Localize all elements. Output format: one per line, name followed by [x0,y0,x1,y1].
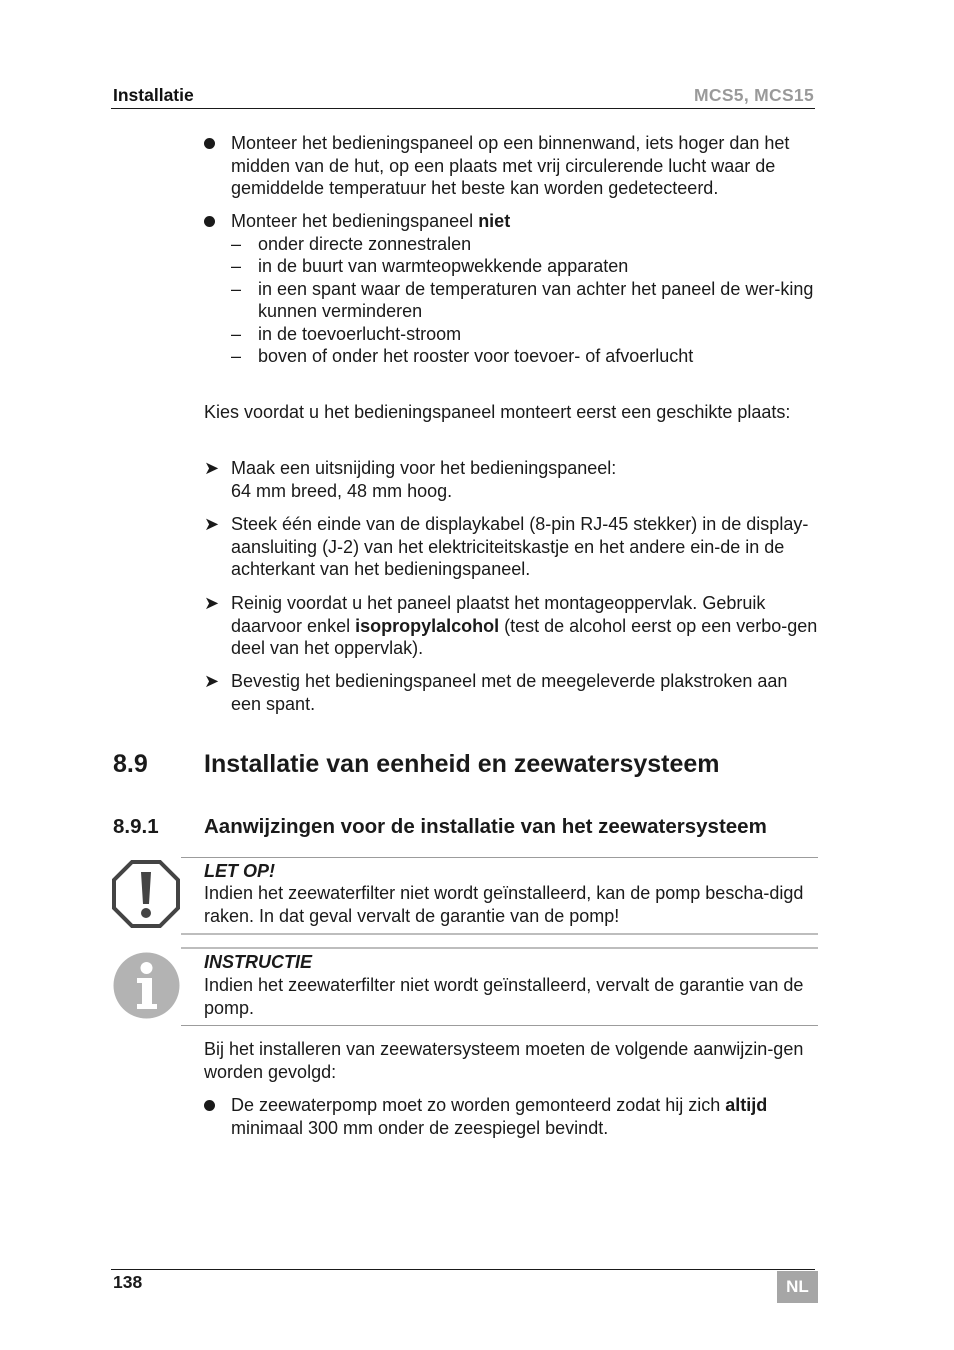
note-divider [181,1025,818,1026]
header-section-title: Installatie [113,85,194,105]
arrow-icon: ➤ [204,671,220,691]
step-text: 64 mm breed, 48 mm hoog. [231,480,453,501]
list-item-emphasis: altijd [725,1095,768,1115]
header-rule [111,108,815,109]
note-divider [181,947,818,949]
dash-mark: – [231,346,242,366]
step-text: (test de alcohol eerst op een verbo-gen deel van het oppervlak). [231,615,818,658]
intro-paragraph: Kies voordat u het bedieningspaneel monteert eerst een geschikte plaats: [204,402,791,422]
language-badge: NL [777,1271,818,1303]
step-item [204,457,818,502]
bullet-dot-icon [204,210,230,233]
step-item [204,592,818,660]
list-item-intro: Monteer het bedieningspaneel [231,211,479,231]
arrow-icon: ➤ [204,593,220,613]
dash-mark: – [231,323,242,344]
section-title: Installatie van eenheid en zeewatersysteem [204,750,720,778]
sub-list-item: – in een spant waar de temperaturen van achter het paneel de wer-king kunnen verminderen [231,278,814,321]
step-text: Maak een uitsnijding voor het bedieningspaneel: [231,458,617,478]
list-item [204,132,818,200]
dash-mark: – [231,233,242,254]
subsection-title: Aanwijzingen voor de installatie van het zeewatersysteem [204,815,767,838]
step-text: Reinig voordat u het paneel plaatst het montageoppervlak. Gebruik daarvoor enkel [231,593,766,636]
seawater-paragraph: Bij het installeren van zeewatersysteem moeten de volgende aanwijzin-gen worden gevolgd: [204,1039,804,1082]
list-item-emphasis: niet [478,211,511,231]
sub-list-item: – boven of onder het rooster voor toevoer- of afvoerlucht [231,346,694,366]
header-model: MCS5, MCS15 [694,85,814,105]
subsection-heading [113,815,767,839]
instruction-text: Indien het zeewaterfilter niet wordt geïnstalleerd, vervalt de garantie van de pomp. [204,975,804,1018]
note-divider [181,857,818,858]
section-number: 8.9 [113,750,148,778]
dash-mark: – [231,278,242,299]
step-text: Steek één einde van de displaykabel (8-pin RJ-45 stekker) in de display-aansluiting (J-2) van het elektriciteitskastje en het andere ein-de in de achterkant van het bedieningspaneel. [231,514,809,579]
step-text: Bevestig het bedieningspaneel met de meegeleverde plakstroken aan een spant. [231,671,788,714]
list-item [204,210,818,368]
sub-list-item: – onder directe zonnestralen [231,233,472,254]
info-icon [113,952,180,1019]
instruction-title: INSTRUCTIE [204,952,312,972]
warning-text: Indien het zeewaterfilter niet wordt geïnstalleerd, kan de pomp bescha-digd raken. In dat geval vervalt de garantie van de pomp! [204,883,804,926]
arrow-icon: ➤ [204,514,220,534]
step-item [204,670,818,715]
step-item [204,513,818,581]
note-divider [181,933,818,935]
list-item-text: De zeewaterpomp moet zo worden gemonteerd zodat hij zich [231,1095,726,1115]
bullet-dot-icon [204,132,230,155]
footer-rule [111,1269,815,1270]
sub-list-item: – in de toevoerlucht-stroom [231,323,462,344]
list-item [204,1094,818,1139]
arrow-icon: ➤ [204,458,220,478]
list-item-text: Monteer het bedieningspaneel op een binnenwand, iets hoger dan het midden van de hut, op een plaats met vrij circulerende lucht waar de gemiddelde temperatuur het beste kan worden gedetecteerd. [231,133,790,198]
step-emphasis: isopropylalcohol [355,615,500,636]
subsection-number: 8.9.1 [113,815,159,838]
dash-mark: – [231,256,242,276]
page-number: 138 [113,1272,143,1292]
bullet-dot-icon [204,1094,230,1117]
warning-title: LET OP! [204,861,275,881]
warning-icon [112,860,180,928]
section-heading [113,750,720,779]
sub-list-item: – in de buurt van warmteopwekkende apparaten [231,256,629,276]
list-item-text: minimaal 300 mm onder de zeespiegel bevindt. [231,1117,609,1138]
